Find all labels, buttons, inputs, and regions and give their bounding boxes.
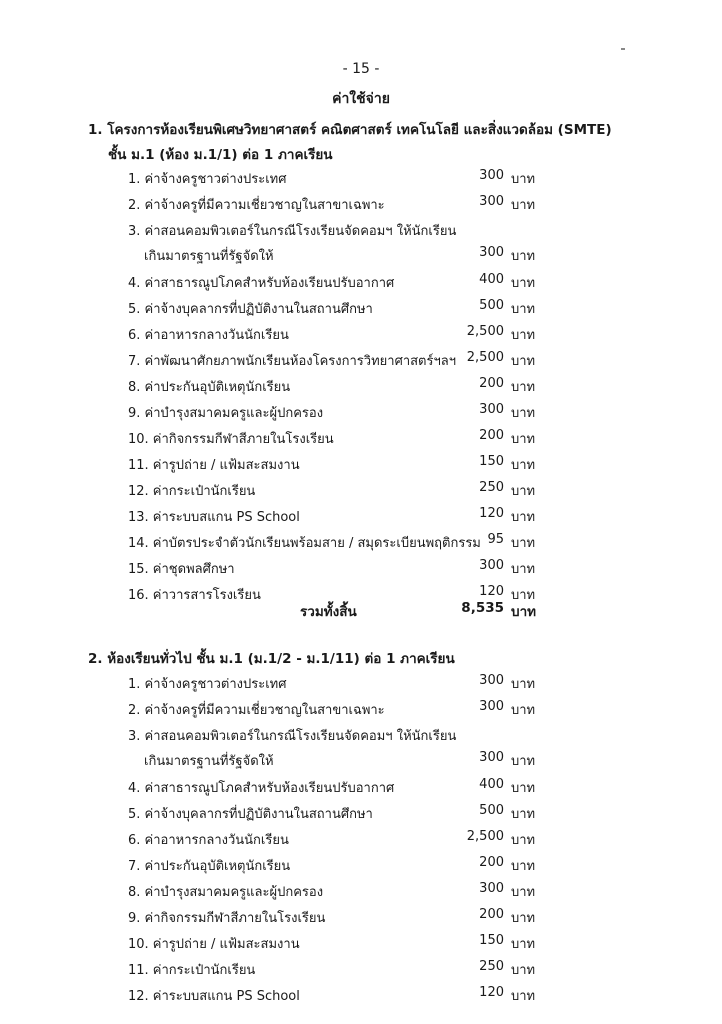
item-amount: 300	[479, 558, 504, 573]
list-item	[0, 907, 722, 929]
item-label: 4. ค่าสาธารณูปโภคสำหรับห้องเรียนปรับอากาศ	[128, 276, 395, 291]
list-item	[0, 803, 722, 825]
item-unit: บาท	[511, 754, 536, 769]
item-amount: 300	[479, 750, 504, 765]
list-item	[0, 220, 722, 264]
item-label-continuation: เกินมาตรฐานที่รัฐจัดให้	[144, 754, 274, 769]
list-item	[0, 506, 722, 528]
list-item	[0, 985, 722, 1007]
item-label: 9. ค่าบำรุงสมาคมครูและผู้ปกครอง	[128, 406, 324, 421]
list-item	[0, 454, 722, 476]
item-unit: บาท	[511, 458, 536, 473]
item-amount: 300	[479, 402, 504, 417]
item-amount: 250	[479, 959, 504, 974]
item-unit: บาท	[511, 249, 536, 264]
item-unit: บาท	[511, 328, 536, 343]
item-unit: บาท	[511, 354, 536, 369]
item-amount: 400	[479, 777, 504, 792]
list-item	[0, 829, 722, 851]
item-label: 16. ค่าวารสารโรงเรียน	[128, 588, 261, 603]
item-amount: 150	[479, 933, 504, 948]
item-label: 11. ค่ากระเป๋านักเรียน	[128, 963, 256, 978]
item-amount: 200	[479, 428, 504, 443]
item-amount: 300	[479, 194, 504, 209]
list-item	[0, 558, 722, 580]
item-amount: 120	[479, 584, 504, 599]
item-unit: บาท	[511, 963, 536, 978]
section1-heading-line2: ชั้น ม.1 (ห้อง ม.1/1) ต่อ 1 ภาคเรียน	[108, 147, 333, 163]
list-item	[0, 933, 722, 955]
item-label: 1. ค่าจ้างครูชาวต่างประเทศ	[128, 172, 287, 187]
list-item	[0, 272, 722, 294]
item-label-continuation: เกินมาตรฐานที่รัฐจัดให้	[144, 249, 274, 264]
item-amount: 150	[479, 454, 504, 469]
item-label: 13. ค่าระบบสแกน PS School	[128, 510, 300, 525]
list-item	[0, 168, 722, 190]
item-amount: 250	[479, 480, 504, 495]
item-unit: บาท	[511, 198, 536, 213]
list-item	[0, 699, 722, 721]
item-amount: 500	[479, 298, 504, 313]
item-label: 6. ค่าอาหารกลางวันนักเรียน	[128, 833, 289, 848]
item-unit: บาท	[511, 380, 536, 395]
item-unit: บาท	[511, 807, 536, 822]
item-label: 1. ค่าจ้างครูชาวต่างประเทศ	[128, 677, 287, 692]
item-amount: 2,500	[466, 324, 504, 339]
item-label: 5. ค่าจ้างบุคลากรที่ปฏิบัติงานในสถานศึกษา	[128, 807, 373, 822]
item-label: 6. ค่าอาหารกลางวันนักเรียน	[128, 328, 289, 343]
item-label: 2. ค่าจ้างครูที่มีความเชี่ยวชาญในสาขาเฉพาะ	[128, 198, 385, 213]
list-item	[0, 298, 722, 320]
item-unit: บาท	[511, 276, 536, 291]
item-amount: 120	[479, 506, 504, 521]
list-item	[0, 673, 722, 695]
list-item	[0, 855, 722, 877]
item-label: 3. ค่าสอนคอมพิวเตอร์ในกรณีโรงเรียนจัดคอมฯ ให้นักเรียน	[128, 224, 457, 239]
item-amount: 500	[479, 803, 504, 818]
item-amount: 300	[479, 881, 504, 896]
item-amount: 300	[479, 699, 504, 714]
item-unit: บาท	[511, 406, 536, 421]
item-amount: 95	[487, 532, 504, 547]
item-unit: บาท	[511, 484, 536, 499]
item-label: 8. ค่าบำรุงสมาคมครูและผู้ปกครอง	[128, 885, 324, 900]
item-label: 3. ค่าสอนคอมพิวเตอร์ในกรณีโรงเรียนจัดคอมฯ ให้นักเรียน	[128, 729, 457, 744]
item-unit: บาท	[511, 937, 536, 952]
item-amount: 400	[479, 272, 504, 287]
scan-speck	[621, 48, 625, 50]
item-unit: บาท	[511, 432, 536, 447]
item-label: 4. ค่าสาธารณูปโภคสำหรับห้องเรียนปรับอากาศ	[128, 781, 395, 796]
list-item	[0, 376, 722, 398]
item-label: 7. ค่าพัฒนาศักยภาพนักเรียนห้องโครงการวิทยาศาสตร์ฯลฯ	[128, 354, 457, 369]
list-item	[0, 480, 722, 502]
item-amount: 200	[479, 376, 504, 391]
item-label: 10. ค่ารูปถ่าย / แฟ้มสะสมงาน	[128, 937, 300, 952]
item-unit: บาท	[511, 703, 536, 718]
list-item	[0, 777, 722, 799]
item-amount: 200	[479, 855, 504, 870]
list-item	[0, 350, 722, 372]
total-unit: บาท	[511, 604, 537, 620]
total-label: รวมทั้งสิ้น	[300, 604, 357, 620]
section1-heading-line1: 1. โครงการห้องเรียนพิเศษวิทยาศาสตร์ คณิตศาสตร์ เทคโนโลยี และสิ่งแวดล้อม (SMTE)	[88, 122, 612, 138]
item-amount: 300	[479, 245, 504, 260]
item-amount: 200	[479, 907, 504, 922]
list-item	[0, 532, 722, 554]
page-title: ค่าใช้จ่าย	[332, 91, 390, 107]
item-label: 9. ค่ากิจกรรมกีฬาสีภายในโรงเรียน	[128, 911, 326, 926]
item-amount: 120	[479, 985, 504, 1000]
list-item	[0, 428, 722, 450]
item-label: 8. ค่าประกันอุบัติเหตุนักเรียน	[128, 380, 291, 395]
item-label: 12. ค่ากระเป๋านักเรียน	[128, 484, 256, 499]
item-label: 15. ค่าชุดพลศึกษา	[128, 562, 235, 577]
list-item	[0, 402, 722, 424]
list-item	[0, 725, 722, 769]
item-label: 2. ค่าจ้างครูที่มีความเชี่ยวชาญในสาขาเฉพาะ	[128, 703, 385, 718]
item-amount: 300	[479, 168, 504, 183]
item-unit: บาท	[511, 781, 536, 796]
list-item	[0, 881, 722, 903]
section2-heading: 2. ห้องเรียนทั่วไป ชั้น ม.1 (ม.1/2 - ม.1/11) ต่อ 1 ภาคเรียน	[88, 651, 455, 667]
item-label: 7. ค่าประกันอุบัติเหตุนักเรียน	[128, 859, 291, 874]
item-unit: บาท	[511, 677, 536, 692]
total-amount: 8,535	[461, 600, 504, 616]
item-label: 12. ค่าระบบสแกน PS School	[128, 989, 300, 1004]
item-label: 11. ค่ารูปถ่าย / แฟ้มสะสมงาน	[128, 458, 300, 473]
item-unit: บาท	[511, 885, 536, 900]
item-unit: บาท	[511, 510, 536, 525]
list-item	[0, 194, 722, 216]
item-label: 14. ค่าบัตรประจำตัวนักเรียนพร้อมสาย / สมุดระเบียนพฤติกรรม	[128, 536, 481, 551]
item-unit: บาท	[511, 562, 536, 577]
item-label: 5. ค่าจ้างบุคลากรที่ปฏิบัติงานในสถานศึกษา	[128, 302, 373, 317]
item-label: 10. ค่ากิจกรรมกีฬาสีภายในโรงเรียน	[128, 432, 334, 447]
item-unit: บาท	[511, 172, 536, 187]
item-unit: บาท	[511, 989, 536, 1004]
item-unit: บาท	[511, 536, 536, 551]
item-unit: บาท	[511, 911, 536, 926]
list-item	[0, 324, 722, 346]
item-amount: 2,500	[466, 829, 504, 844]
item-amount: 300	[479, 673, 504, 688]
list-item	[0, 584, 722, 606]
item-unit: บาท	[511, 588, 536, 603]
list-item	[0, 959, 722, 981]
item-unit: บาท	[511, 859, 536, 874]
page-number: - 15 -	[342, 61, 380, 77]
item-unit: บาท	[511, 302, 536, 317]
item-unit: บาท	[511, 833, 536, 848]
item-amount: 2,500	[466, 350, 504, 365]
